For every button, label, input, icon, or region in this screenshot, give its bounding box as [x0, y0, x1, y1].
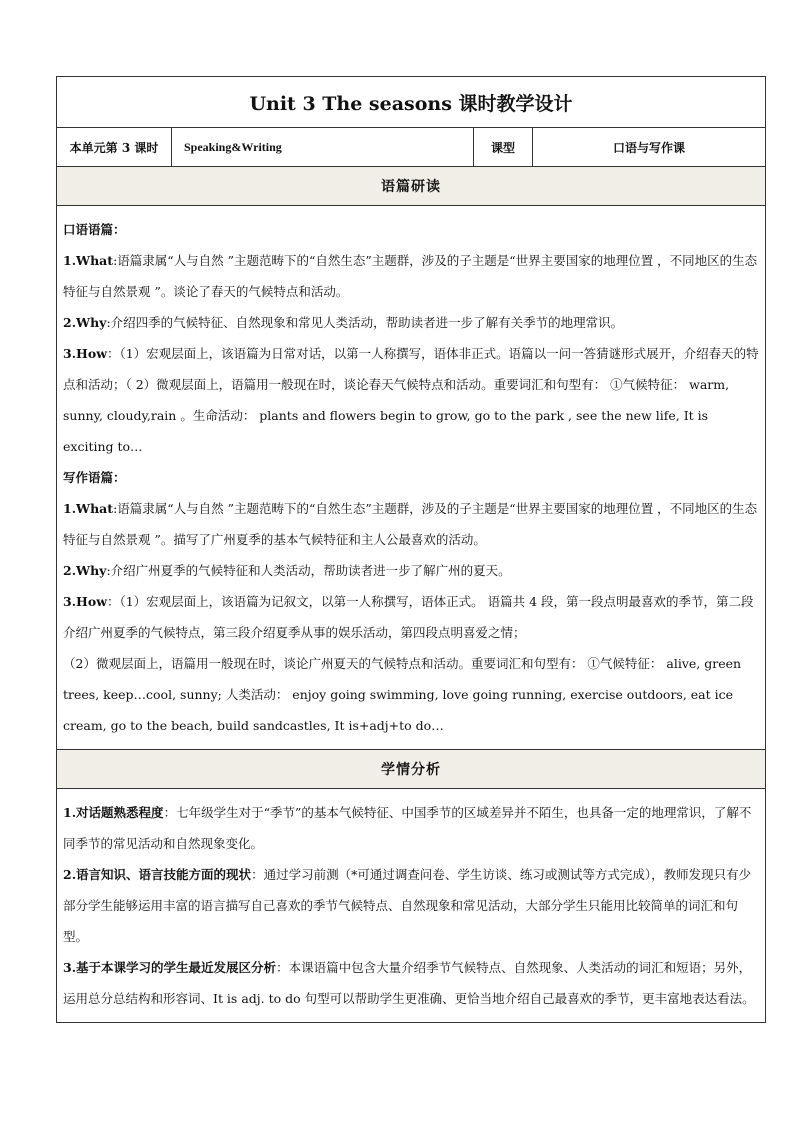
oral-why	[63, 307, 759, 338]
learner-point-3	[63, 952, 759, 1014]
writing-why-text: :介绍广州夏季的气候特征和人类活动，帮助读者进一步了解广州的夏天。	[106, 563, 511, 578]
learner-point-3-label: 3.基于本课学习的学生最近发展区分析	[63, 960, 277, 975]
writing-what-label: 1.What	[63, 501, 114, 516]
lesson-plan-table	[56, 76, 766, 1023]
learner-point-2-label: 2.语言知识、语言技能方面的现状	[63, 867, 252, 882]
lesson-type-label: 课型	[474, 128, 533, 166]
oral-how-label: 3.How	[63, 346, 107, 361]
oral-what-text: :语篇隶属“人与自然 ”主题范畴下的“自然生态”主题群，涉及的子主题是“世界主要国家的地理位置 ，不同地区的生态特征与自然景观 ”。谈论了春天的气候特点和活动。	[63, 253, 758, 299]
meta-row	[57, 128, 765, 167]
writing-what	[63, 493, 759, 555]
oral-how-text: ：（1）宏观层面上，该语篇为日常对话，以第一人称撰写，语体非正式。语篇以一问一答猜谜形式展开，介绍春天的特点和活动；（ 2）微观层面上，语篇用一般现在时，谈论春天气候特点和活动。重要词汇和句型有： ①气候特征： warm, sunny, cloudy,rain 。生命活动： plants and flowers begin to grow, go to the park , see the new life, It is exciting to…	[63, 346, 759, 454]
oral-what	[63, 245, 759, 307]
oral-why-label: 2.Why	[63, 315, 107, 330]
learner-point-2	[63, 859, 759, 952]
section-heading-learner-analysis: 学情分析	[57, 750, 765, 789]
oral-why-text: :介绍四季的气候特征、自然现象和常见人类活动，帮助读者进一步了解有关季节的地理常识。	[106, 315, 624, 330]
learner-point-3-text: ：本课语篇中包含大量介绍季节气候特点、自然现象、人类活动的词汇和短语；另外，运用总分总结构和形容词、It is adj. to do 句型可以帮助学生更准确、更恰当地介绍自己最喜欢的季节，更丰富地表达看法。	[63, 960, 755, 1006]
learner-point-1-label: 1.对话题熟悉程度	[63, 805, 164, 820]
text-analysis-content	[57, 206, 765, 750]
writing-why	[63, 555, 759, 586]
oral-what-label: 1.What	[63, 253, 114, 268]
writing-how	[63, 586, 759, 648]
lesson-topic: Speaking&Writing	[172, 128, 474, 166]
learner-point-1	[63, 797, 759, 859]
writing-how-micro: （2）微观层面上，语篇用一般现在时，谈论广州夏天的气候特点和活动。重要词汇和句型有： ①气候特征： alive, green trees, keep…cool, sunny; 人类活动： enjoy going swimming, love going running, exercise outdoors, eat ice cream, go to the beach, build sandcastles, It is+adj+to do…	[63, 656, 742, 733]
oral-text-title: 口语语篇：	[63, 222, 126, 237]
learner-point-2-text: ：通过学习前测（*可通过调查问卷、学生访谈、练习或测试等方式完成），教师发现只有少部分学生能够运用丰富的语言描写自己喜欢的季节气候特点、自然现象和常见活动，大部分学生只能用比较简单的词汇和句型。	[63, 867, 752, 944]
writing-text-title: 写作语篇：	[63, 470, 126, 485]
lesson-label: 本单元第 3 课时	[57, 128, 172, 166]
writing-what-text: :语篇隶属“人与自然 ”主题范畴下的“自然生态”主题群，涉及的子主题是“世界主要国家的地理位置 ，不同地区的生态特征与自然景观 ”。描写了广州夏季的基本气候特征和主人公最喜欢的活动。	[63, 501, 758, 547]
learner-point-1-text: ：七年级学生对于“季节”的基本气候特征、中国季节的区域差异并不陌生，也具备一定的地理常识，了解不同季节的常见活动和自然现象变化。	[63, 805, 752, 851]
writing-how-label: 3.How	[63, 594, 107, 609]
section-heading-text-analysis: 语篇研读	[57, 167, 765, 206]
oral-how	[63, 338, 759, 462]
document-title: Unit 3 The seasons 课时教学设计	[57, 77, 765, 128]
writing-why-label: 2.Why	[63, 563, 107, 578]
lesson-type-value: 口语与写作课	[612, 140, 685, 155]
learner-analysis-content	[57, 789, 765, 1022]
writing-how-text: ：（1）宏观层面上，该语篇为记叙文，以第一人称撰写，语体正式。 语篇共 4 段，第一段点明最喜欢的季节，第二段介绍广州夏季的气候特点，第三段介绍夏季从事的娱乐活动，第四段点明喜爱之情；	[63, 594, 754, 640]
